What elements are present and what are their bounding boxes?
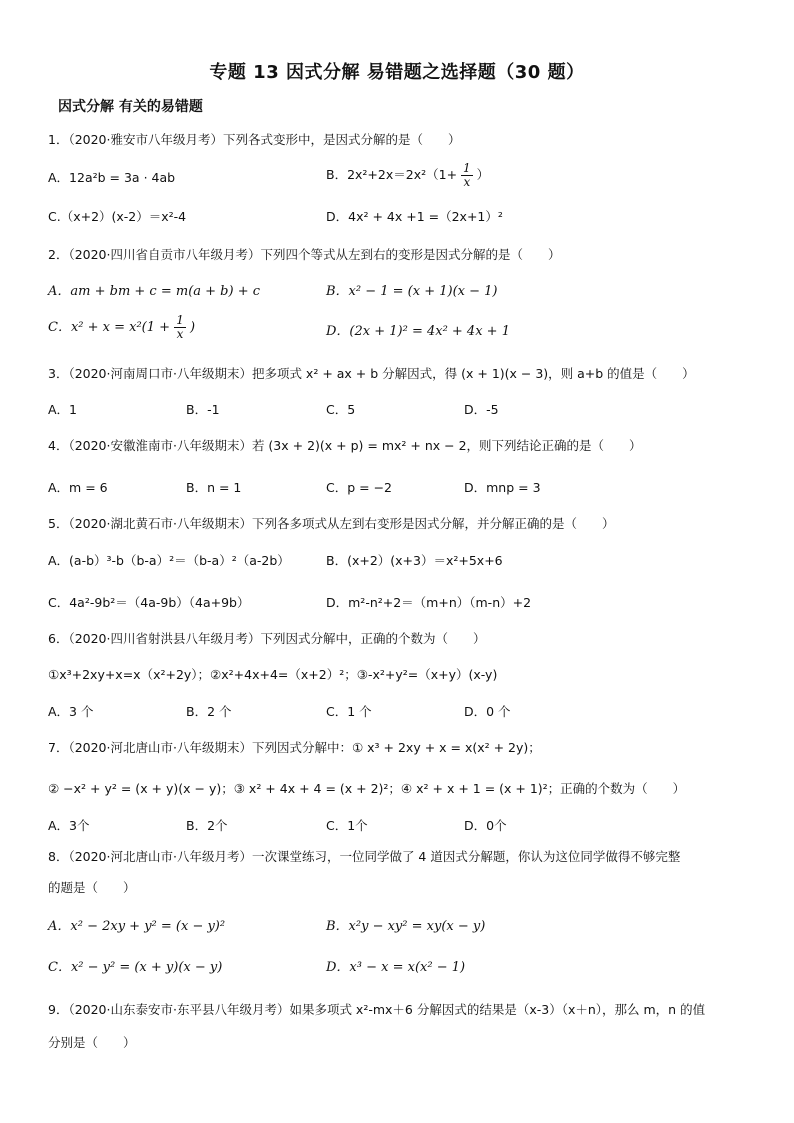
question-5-option-c[interactable]: C．4a²-9b²＝（4a-9b）（4a+9b）	[48, 595, 250, 610]
fraction	[461, 162, 473, 189]
question-8-stem-cont: 的题是（ ）	[48, 880, 136, 895]
question-9-stem: 9．（2020·山东泰安市·东平县八年级月考）如果多项式 x²-mx＋6 分解因式的结果是（x-3）（x＋n），那么 m，n 的值	[48, 1002, 706, 1017]
question-7-option-d[interactable]: D．0个	[464, 818, 507, 833]
question-5-option-b[interactable]: B．(x+2）(x+3）＝x²+5x+6	[326, 553, 503, 568]
option-text: B．2x²+2x＝2x²（1+	[326, 167, 458, 182]
question-6-option-c[interactable]: C．1 个	[326, 704, 372, 719]
question-1-option-d[interactable]: D．4x² + 4x +1 =（2x+1）²	[326, 209, 503, 224]
question-6-option-b[interactable]: B．2 个	[186, 704, 232, 719]
question-1-option-c[interactable]: C.（x+2）(x-2）＝x²-4	[48, 209, 187, 224]
question-9-stem-cont: 分别是（ ）	[48, 1035, 136, 1050]
question-1-stem: 1．（2020·雅安市八年级月考）下列各式变形中，是因式分解的是（ ）	[48, 132, 461, 147]
question-2-option-b[interactable]: B．x² − 1 = (x + 1)(x − 1)	[326, 284, 498, 299]
question-7-stem: 7．（2020·河北唐山市·八年级期末）下列因式分解中：① x³ + 2xy + x = x(x² + 2y)；	[48, 740, 541, 755]
question-3-option-d[interactable]: D．-5	[464, 402, 499, 417]
question-4-option-d[interactable]: D．mnp = 3	[464, 480, 541, 495]
question-7-option-a[interactable]: A．3个	[48, 818, 90, 833]
question-2-stem: 2．（2020·四川省自贡市八年级月考）下列四个等式从左到右的变形是因式分解的是（ ）	[48, 247, 561, 262]
question-1-option-b[interactable]	[326, 162, 489, 189]
page-title: 专题 13 因式分解 易错题之选择题（30 题）	[209, 62, 585, 83]
option-text: )	[189, 320, 196, 335]
question-3-option-c[interactable]: C．5	[326, 402, 356, 417]
question-4-option-c[interactable]: C．p = −2	[326, 480, 393, 495]
question-4-stem: 4．（2020·安徽淮南市·八年级期末）若 (3x + 2)(x + p) = mx² + nx − 2，则下列结论正确的是（ ）	[48, 438, 642, 453]
question-8-option-b[interactable]: B．x²y − xy² = xy(x − y)	[326, 919, 486, 934]
question-8-option-d[interactable]: D．x³ − x = x(x² − 1)	[326, 960, 466, 975]
fraction-numerator: 1	[176, 313, 184, 327]
question-2-option-c[interactable]	[48, 314, 195, 341]
question-5-option-a[interactable]: A．(a-b）³-b（b-a）²＝（b-a）²（a-2b）	[48, 553, 290, 568]
question-2-option-a[interactable]: A．am + bm + c = m(a + b) + c	[48, 284, 261, 299]
question-4-option-b[interactable]: B．n = 1	[186, 480, 242, 495]
question-4-option-a[interactable]: A．m = 6	[48, 480, 108, 495]
question-2-option-d[interactable]: D．(2x + 1)² = 4x² + 4x + 1	[326, 324, 510, 339]
question-3-stem: 3．（2020·河南周口市·八年级期末）把多项式 x² + ax + b 分解因式，得 (x + 1)(x − 3)，则 a+b 的值是（ ）	[48, 366, 695, 381]
question-5-stem: 5．（2020·湖北黄石市·八年级期末）下列各多项式从左到右变形是因式分解，并分解正确的是（ ）	[48, 516, 615, 531]
fraction-denominator: x	[176, 327, 184, 341]
question-8-option-a[interactable]: A．x² − 2xy + y² = (x − y)²	[48, 919, 226, 934]
question-7-option-c[interactable]: C．1个	[326, 818, 368, 833]
question-6-stem: 6．（2020·四川省射洪县八年级月考）下列因式分解中，正确的个数为（ ）	[48, 631, 486, 646]
question-6-option-a[interactable]: A．3 个	[48, 704, 94, 719]
question-5-option-d[interactable]: D．m²-n²+2＝（m+n）（m-n）+2	[326, 595, 532, 610]
question-1-option-a[interactable]: A．12a²b = 3a · 4ab	[48, 170, 176, 185]
question-6-statements: ①x³+2xy+x=x（x²+2y）；②x²+4x+4=（x+2）²；③-x²+y²=（x+y）(x-y)	[48, 667, 498, 682]
question-3-option-b[interactable]: B．-1	[186, 402, 220, 417]
option-text: ）	[476, 167, 490, 182]
fraction-numerator: 1	[463, 161, 471, 175]
question-7-statements: ② −x² + y² = (x + y)(x − y)；③ x² + 4x + 4 = (x + 2)²；④ x² + x + 1 = (x + 1)²；正确的个数为（ ）	[48, 781, 686, 796]
option-text: C．x² + x = x²(1 +	[48, 320, 171, 335]
question-8-option-c[interactable]: C．x² − y² = (x + y)(x − y)	[48, 960, 223, 975]
fraction-denominator: x	[463, 175, 471, 189]
question-6-option-d[interactable]: D．0 个	[464, 704, 511, 719]
question-8-stem: 8．（2020·河北唐山市·八年级月考）一次课堂练习，一位同学做了 4 道因式分解题，你认为这位同学做得不够完整	[48, 849, 681, 864]
fraction	[174, 314, 186, 341]
question-3-option-a[interactable]: A．1	[48, 402, 78, 417]
section-heading: 因式分解 有关的易错题	[58, 99, 203, 115]
question-7-option-b[interactable]: B．2个	[186, 818, 228, 833]
